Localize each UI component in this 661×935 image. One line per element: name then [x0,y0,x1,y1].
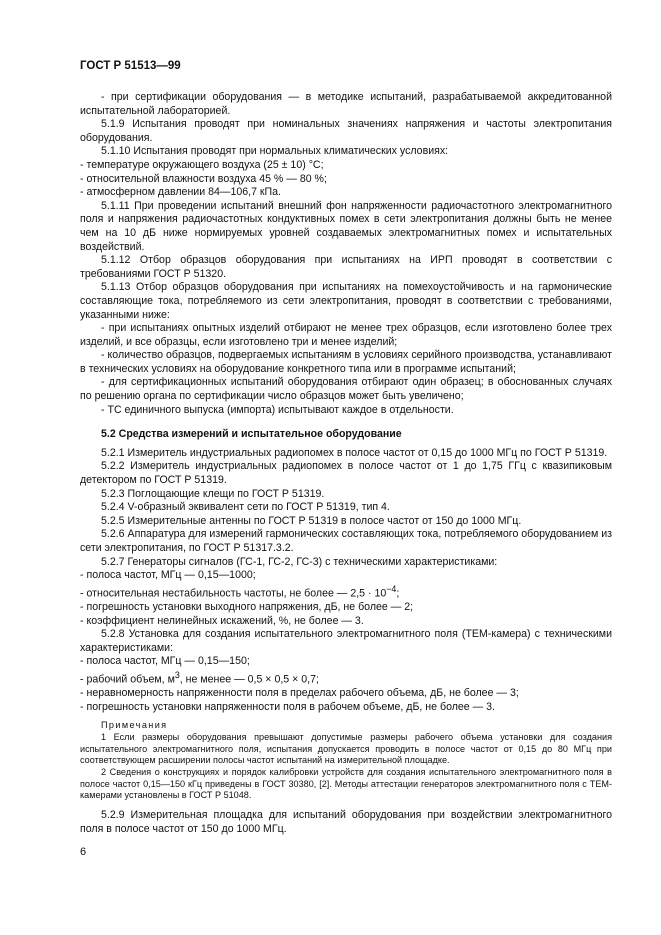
list-item: - при испытаниях опытных изделий отбирают не менее трех образцов, если изготовлено более трех изделий, и все образцы, если изготовлено три и менее изделий; [80,322,612,348]
document-header: ГОСТ Р 51513—99 [80,60,181,72]
list-item [80,669,612,687]
superscript: −4 [386,583,397,594]
note-item: 2 Сведения о конструкциях и порядок калибровки устройств для создания испытательного электромагнитного поля в полосе частот 0,15—150 кГц приведены в ГОСТ 30380, [2]. Методы аттестации генераторов электромагнитного поля с ТЕМ-камерами установлены в ГОСТ Р 51048. [80,767,612,801]
paragraph: 5.2.5 Измерительные антенны по ГОСТ Р 51319 в полосе частот от 150 до 1000 МГц. [101,514,522,527]
paragraph: 5.2.4 V-образный эквивалент сети по ГОСТ Р 51319, тип 4. [101,501,390,514]
list-item: - неравномерность напряженности поля в пределах рабочего объема, дБ, не более — 3; [80,687,519,699]
superscript: 3 [174,669,180,680]
list-item: - для сертификационных испытаний оборудования отбирают один образец; в обоснованных случаях по решению органа по сертификации число образцов может быть увеличено; [80,376,612,403]
paragraph: 5.2.9 Измерительная площадка для испытаний оборудования при воздействии электромагнитного поля в полосе частот от 150 до 1000 МГц. [80,809,612,835]
paragraph: 5.1.13 Отбор образцов оборудования при испытаниях на помехоустойчивость и на гармонические составляющие тока, потребляемого из сети электропитания, проводят в соответствии с требованиями, указанными ниже: [80,281,612,321]
paragraph: 5.2.6 Аппаратура для измерений гармонических составляющих тока, потребляемого оборудованием из сети электропитания, по ГОСТ Р 51317.3.2. [80,528,612,554]
paragraph: 5.2.8 Установка для создания испытательного электромагнитного поля (ТЕМ-камера) с техническими характеристиками: [80,628,612,654]
paragraph: 5.2.2 Измеритель индустриальных радиопомех в полосе частот от 1 до 1,75 ГГц с квазипиковым детектором по ГОСТ Р 51319. [80,460,612,487]
text-run: ; [396,587,400,600]
list-item: - полоса частот, МГц — 0,15—1000; [80,569,256,582]
list-item: - ТС единичного выпуска (импорта) испытывают каждое в отдельности. [101,403,454,416]
section-title: 5.2 Средства измерений и испытательное оборудование [101,428,402,441]
text-run: , не менее — 0,5 × 0,5 × 0,7; [179,673,319,686]
document-body [80,91,612,836]
list-item: - атмосферном давлении 84—106,7 кПа. [80,186,281,199]
paragraph: 5.2.1 Измеритель индустриальных радиопомех в полосе частот от 0,15 до 1000 МГц по ГОСТ Р 51319. [101,446,608,459]
text-run: - относительная нестабильность частоты, не более — 2,5 · 10 [80,587,387,600]
list-item: - погрешность установки выходного напряжения, дБ, не более — 2; [80,600,414,613]
paragraph: 5.1.12 Отбор образцов оборудования при испытаниях на ИРП проводят в соответствии с требованиями ГОСТ Р 51320. [80,254,612,280]
list-item: - температуре окружающего воздуха (25 ± 10) °С; [80,158,324,171]
list-item: - погрешность установки напряженности поля в рабочем объеме, дБ, не более — 3. [80,700,496,713]
list-item [80,583,612,601]
list-item: - относительной влажности воздуха 45 % — 80 %; [80,172,327,185]
paragraph: 5.2.3 Поглощающие клещи по ГОСТ Р 51319. [101,487,325,500]
paragraph: 5.1.10 Испытания проводят при нормальных климатических условиях: [101,145,449,158]
notes-title: Примечания [101,720,168,731]
text-run: - рабочий объем, м [80,673,175,686]
paragraph: 5.1.9 Испытания проводят при номинальных значениях напряжения и частоты электропитания оборудования. [80,118,612,144]
paragraph: 5.2.7 Генераторы сигналов (ГС-1, ГС-2, ГС-3) с техническими характеристиками: [101,555,498,568]
paragraph: 5.1.11 При проведении испытаний внешний фон напряженности радиочастотного электромагнитного поля и напряжения радиочастотных кондуктивных помех в сети электропитания должны быть не менее чем на 10 дБ ниже нормируемых уровней создаваемых электромагнитных помех и испытательных воздействий. [80,199,612,253]
list-item: - коэффициент нелинейных искажений, %, не более — 3. [80,614,364,627]
note-item: 1 Если размеры оборудования превышают допустимые размеры рабочего объема установки для создания испытательного электромагнитного поля, испытания допускается проводить в полосе частот от 0,15 до 80 МГц при соответствующем расширении полосы частот испытаний на измерительной площадке. [80,731,612,766]
paragraph: - при сертификации оборудования — в методике испытаний, разрабатываемой аккредитованной испытательной лабораторией. [80,91,612,117]
page-number: 6 [80,846,87,858]
list-item: - количество образцов, подвергаемых испытаниям в условиях серийного производства, устанавливают в технических условиях на оборудование конкретного типа или в программе испытаний; [80,349,612,375]
list-item: - полоса частот, МГц — 0,15—150; [80,655,250,668]
